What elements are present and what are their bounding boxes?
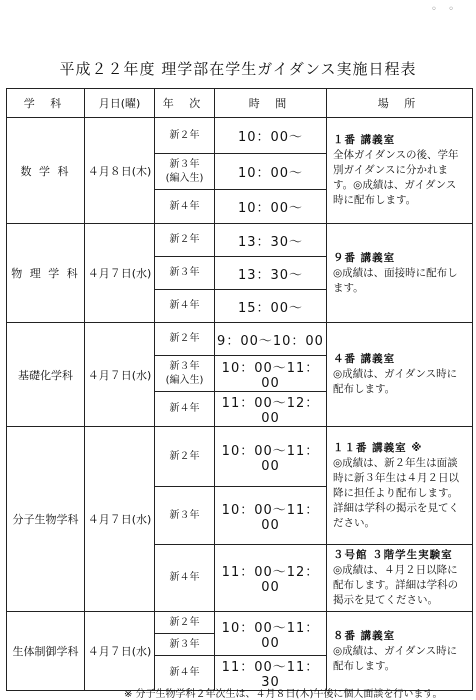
time-cell: 10：00～11：00 — [215, 427, 327, 487]
place-note: 全体ガイダンスの後、学年別ガイダンスに分かれます。◎成績は、ガイダンス時に配布します。 — [333, 149, 459, 206]
time-cell: 13：30～ — [215, 257, 327, 290]
grade-cell: 新３年 — [155, 487, 215, 545]
table-row — [7, 612, 473, 634]
dept-cell: 物 理 学 科 — [7, 224, 85, 323]
time-cell: 11：00～12：00 — [215, 392, 327, 427]
grade-cell: 新４年 — [155, 190, 215, 224]
header-time: 時 間 — [215, 89, 327, 118]
time-cell: 10：00～ — [215, 118, 327, 154]
table-row — [7, 224, 473, 257]
grade-cell: 新３年 (編入生) — [155, 356, 215, 392]
grade-cell: 新３年 — [155, 634, 215, 656]
table-row — [7, 427, 473, 487]
room-name: ３号館 ３階学生実験室 — [333, 549, 453, 561]
place-note: ◎成績は、ガイダンス時に配布します。 — [333, 644, 458, 672]
date-cell: ４月７日(水) — [85, 427, 155, 612]
date-cell: ４月７日(水) — [85, 224, 155, 323]
grade-cell: 新２年 — [155, 612, 215, 634]
dept-cell: 生体制御学科 — [7, 612, 85, 691]
grade-cell: 新４年 — [155, 545, 215, 612]
header-date: 月日(曜) — [85, 89, 155, 118]
room-name: １１番 講義室 ※ — [333, 441, 423, 454]
schedule-table — [6, 88, 473, 691]
grade-cell: 新２年 — [155, 118, 215, 154]
place-note: ◎成績は、面接時に配布します。 — [333, 266, 458, 294]
time-cell: 10：00～11：00 — [215, 356, 327, 392]
time-cell: 15：00～ — [215, 290, 327, 323]
dept-cell: 分子生物学科 — [7, 427, 85, 612]
table-row — [7, 118, 473, 154]
time-cell: 9：00～10：00 — [215, 323, 327, 356]
header-place: 場 所 — [327, 89, 473, 118]
place-cell — [327, 545, 473, 612]
table-header-row — [7, 89, 473, 118]
room-name: ９番 講義室 — [333, 251, 396, 264]
place-cell — [327, 224, 473, 323]
place-note: ◎成績は、ガイダンス時に配布します。 — [333, 368, 458, 395]
time-cell: 10：00～11：00 — [215, 487, 327, 545]
dept-cell: 数 学 科 — [7, 118, 85, 224]
time-cell: 10：00～ — [215, 154, 327, 190]
date-cell: ４月８日(木) — [85, 118, 155, 224]
place-note: ◎成績は、新２年生は面談時に新３年生は４月２日以降に担任より配布します。詳細は学科の掲示を見てください。 — [333, 456, 459, 529]
place-note: ◎成績は、４月２日以降に配布します。詳細は学科の掲示を見てください。 — [333, 564, 459, 606]
page-title: 平成２２年度 理学部在学生ガイダンス実施日程表 — [59, 60, 417, 78]
date-cell: ４月７日(水) — [85, 323, 155, 427]
time-cell: 10：00～ — [215, 190, 327, 224]
time-cell: 11：00～11：30 — [215, 656, 327, 691]
grade-cell: 新４年 — [155, 392, 215, 427]
place-cell — [327, 612, 473, 691]
grade-cell: 新４年 — [155, 656, 215, 691]
room-name: １番 講義室 — [333, 134, 396, 146]
grade-cell: 新２年 — [155, 323, 215, 356]
header-dept: 学 科 — [7, 89, 85, 118]
place-cell — [327, 118, 473, 224]
grade-cell: 新４年 — [155, 290, 215, 323]
grade-cell: 新２年 — [155, 427, 215, 487]
table-row — [7, 323, 473, 356]
corner-marks: ◦ ◦ — [431, 4, 458, 15]
place-cell — [327, 427, 473, 545]
grade-cell: 新３年 — [155, 257, 215, 290]
grade-cell: 新２年 — [155, 224, 215, 257]
grade-cell: 新３年 (編入生) — [155, 154, 215, 190]
time-cell: 13：30～ — [215, 224, 327, 257]
time-cell: 11：00～12：00 — [215, 545, 327, 612]
dept-cell: 基礎化学科 — [7, 323, 85, 427]
place-cell — [327, 323, 473, 427]
room-name: ４番 講義室 — [333, 353, 396, 365]
room-name: ８番 講義室 — [333, 629, 396, 642]
time-cell: 10：00～11：00 — [215, 612, 327, 656]
date-cell: ４月７日(水) — [85, 612, 155, 691]
footnote: ※ 分子生物学科２年次生は、４月８日(木)午後に個人面談を行います。 — [124, 689, 443, 700]
header-grade: 年 次 — [155, 89, 215, 118]
